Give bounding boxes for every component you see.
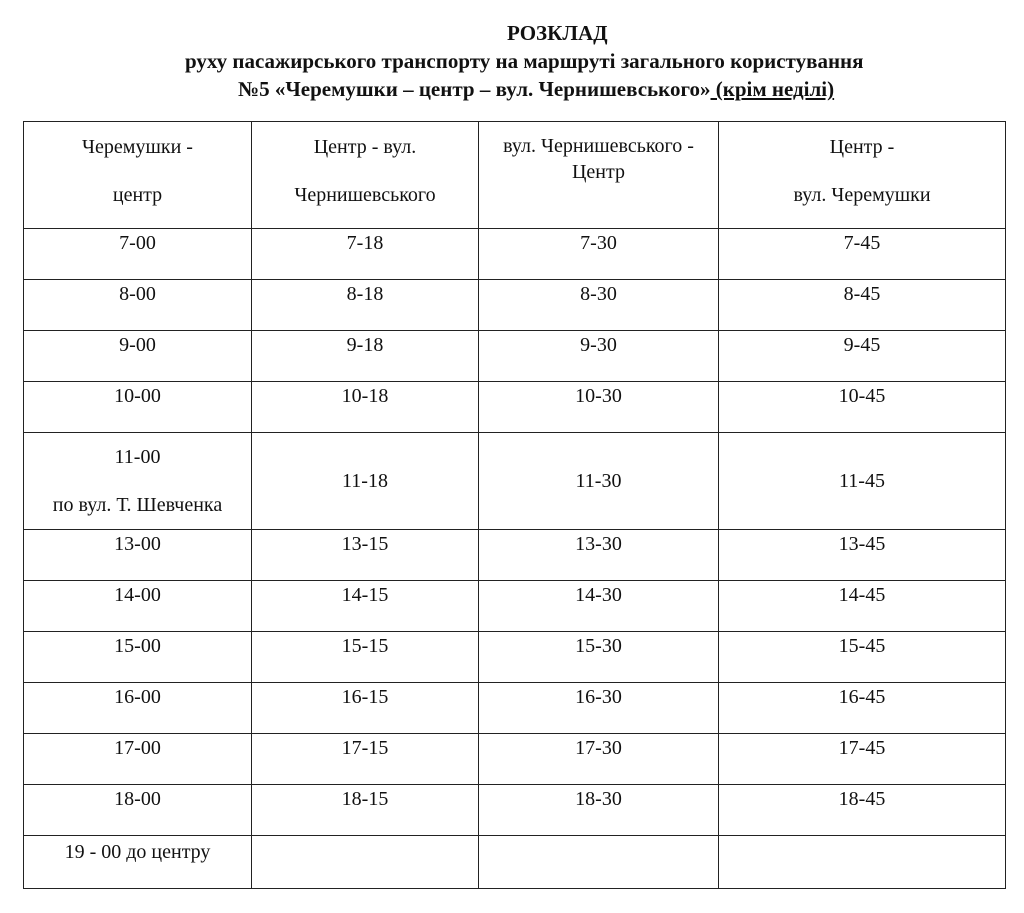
schedule-table [23, 121, 1006, 889]
table-row [24, 433, 1006, 530]
table-cell: 13-45 [719, 530, 1006, 581]
column-header [252, 122, 479, 229]
table-cell: 8-00 [24, 280, 252, 331]
table-row [24, 530, 1006, 581]
table-cell: 8-30 [479, 280, 719, 331]
column-header-line: Чернишевського [294, 184, 436, 206]
column-header-line: центр [112, 184, 163, 206]
table-cell: 16-00 [24, 683, 252, 734]
table-cell: 17-15 [252, 734, 479, 785]
route-variant-note: по вул. Т. Шевченка [52, 494, 223, 516]
table-cell: 10-30 [479, 382, 719, 433]
table-row [24, 229, 1006, 280]
departure-time: 11-00 [114, 446, 161, 468]
table-cell: 15-00 [24, 632, 252, 683]
table-cell [252, 836, 479, 889]
table-cell: 15-15 [252, 632, 479, 683]
table-cell: 14-45 [719, 581, 1006, 632]
table-cell: 7-45 [719, 229, 1006, 280]
table-cell: 11-18 [252, 433, 479, 530]
table-row [24, 734, 1006, 785]
route-name [238, 77, 834, 101]
document-title: РОЗКЛАД [507, 21, 608, 45]
table-row [24, 280, 1006, 331]
table-row [24, 683, 1006, 734]
table-cell: 14-00 [24, 581, 252, 632]
column-header [719, 122, 1006, 229]
column-header-line: Центр - [829, 136, 895, 158]
table-cell: 9-00 [24, 331, 252, 382]
table-cell: 7-00 [24, 229, 252, 280]
table-cell: 13-15 [252, 530, 479, 581]
column-header-line: Черемушки - [82, 136, 193, 158]
table-cell: 11-45 [719, 433, 1006, 530]
table-cell [479, 836, 719, 889]
table-cell [24, 433, 252, 530]
table-cell: 7-18 [252, 229, 479, 280]
table-cell: 9-45 [719, 331, 1006, 382]
table-cell: 10-45 [719, 382, 1006, 433]
table-cell: 17-30 [479, 734, 719, 785]
table-cell: 10-18 [252, 382, 479, 433]
table-cell: 16-15 [252, 683, 479, 734]
table-cell: 19 - 00 до центру [24, 836, 252, 889]
table-cell: 16-45 [719, 683, 1006, 734]
table-cell: 8-18 [252, 280, 479, 331]
route-title: №5 «Черемушки – центр – вул. Чернишевського» [238, 77, 711, 101]
table-cell [719, 836, 1006, 889]
table-row [24, 581, 1006, 632]
table-cell: 9-18 [252, 331, 479, 382]
route-note: (крім неділі) [710, 77, 835, 101]
column-header-line: вул. Чернишевського - [503, 135, 694, 157]
table-cell: 13-30 [479, 530, 719, 581]
table-cell: 14-30 [479, 581, 719, 632]
table-cell: 15-45 [719, 632, 1006, 683]
table-cell: 10-00 [24, 382, 252, 433]
table-header-row [24, 122, 1006, 229]
table-row [24, 331, 1006, 382]
column-header-line: Центр - вул. [313, 136, 417, 158]
table-cell: 16-30 [479, 683, 719, 734]
table-cell: 14-15 [252, 581, 479, 632]
table-row [24, 836, 1006, 889]
table-cell: 18-30 [479, 785, 719, 836]
table-cell: 17-00 [24, 734, 252, 785]
table-cell: 17-45 [719, 734, 1006, 785]
table-cell: 9-30 [479, 331, 719, 382]
column-header [479, 122, 719, 229]
table-row [24, 632, 1006, 683]
table-cell: 11-30 [479, 433, 719, 530]
table-cell: 7-30 [479, 229, 719, 280]
column-header-line: Центр [571, 161, 625, 183]
document-subtitle: руху пасажирського транспорту на маршруті загального користування [185, 49, 864, 73]
table-cell: 15-30 [479, 632, 719, 683]
table-cell: 18-00 [24, 785, 252, 836]
schedule-body [24, 229, 1006, 889]
table-cell: 18-45 [719, 785, 1006, 836]
column-header [24, 122, 252, 229]
table-cell: 13-00 [24, 530, 252, 581]
table-cell: 18-15 [252, 785, 479, 836]
column-header-line: вул. Черемушки [793, 184, 931, 206]
table-row [24, 785, 1006, 836]
table-row [24, 382, 1006, 433]
table-cell: 8-45 [719, 280, 1006, 331]
